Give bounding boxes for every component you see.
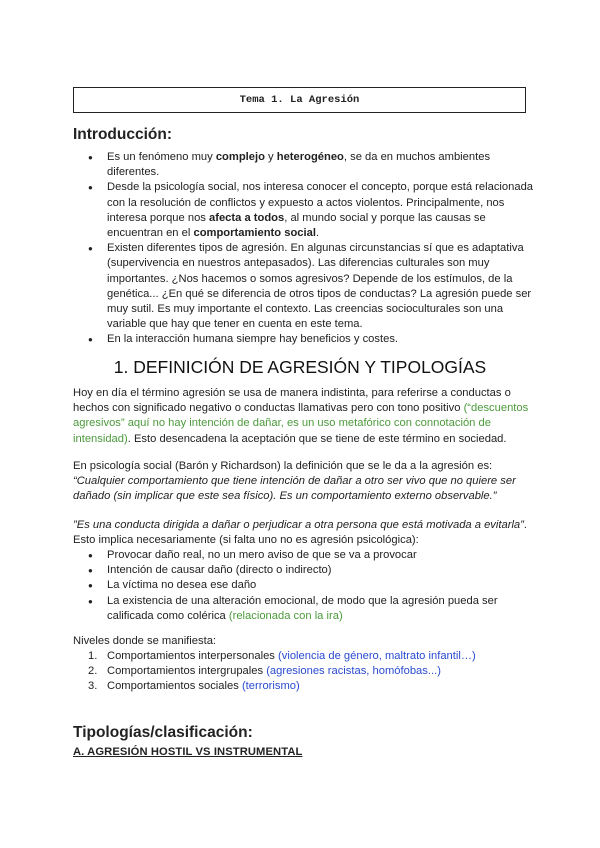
intro-bullet-list — [73, 150, 533, 348]
section-heading: 1. DEFINICIÓN DE AGRESIÓN Y TIPOLOGÍAS — [113, 357, 487, 377]
tipologias-subheading: A. AGRESIÓN HOSTIL VS INSTRUMENTAL — [73, 746, 303, 758]
list-item: ● La existencia de una alteración emocional, de modo que la agresión pueda ser calificada como colérica (relacionada con la ira) — [73, 594, 533, 624]
baron-definition-paragraph: En psicología social (Barón y Richardson) la definición que se le da a la agresión es: “Cualquier comportamiento que tiene intención de dañar a otro ser vivo que no quiere ser dañado (sin implicar que este sea físico). Es un comportamiento externo observable.” — [73, 460, 516, 503]
list-item: ● Provocar daño real, no un mero aviso de que se va a provocar — [73, 548, 533, 563]
list-item: ● Desde la psicología social, nos interesa conocer el concepto, porque está relacionada con la resolución de conflictos y expuesto a actos violentos. Principalmente, nos interesa porque nos afecta a todos, al mundo social y porque las causas se encuentran en el comportamiento social. — [73, 180, 533, 241]
list-item: ● Es un fenómeno muy complejo y heterogéneo, se da en muchos ambientes diferentes. — [73, 150, 533, 180]
levels-intro: Niveles donde se manifiesta: — [73, 635, 217, 647]
levels-list — [73, 649, 533, 695]
document-title: Tema 1. La Agresión — [239, 94, 360, 106]
second-definition-paragraph: ”Es una conducta dirigida a dañar o perjudicar a otra persona que está motivada a evitarla”. Esto implica necesariamente (si falta uno no es agresión psicológica): — [73, 519, 527, 547]
list-item: 3. Comportamientos sociales (terrorismo) — [88, 680, 300, 693]
list-item: ● La víctima no desea ese daño — [73, 578, 533, 593]
tipologias-heading: Tipologías/clasificación: — [73, 724, 253, 741]
list-item: ● En la interacción humana siempre hay beneficios y costes. — [73, 332, 533, 347]
list-item: 1. Comportamientos interpersonales (violencia de género, maltrato infantil…) — [88, 650, 476, 662]
list-item: 2. Comportamientos intergrupales (agresiones racistas, homófobas...) — [88, 665, 441, 678]
list-item: ● Existen diferentes tipos de agresión. En algunas circunstancias sí que es adaptativa (supervivencia en nuestros antepasados). Las diferencias culturales son muy importantes. ¿Nos hacemos o somos agresivos? Depende de los estímulos, de la genética... ¿En qué se diferencia de otros tipos de conductas? La agresión puede ser muy sutil. Es muy importante el contexto. Las creencias socioculturales son una variable que hay que tener en cuenta en este tema. — [73, 241, 533, 332]
implications-list — [73, 548, 533, 624]
list-item: ● Intención de causar daño (directo o indirecto) — [73, 563, 533, 578]
definition-paragraph: Hoy en día el término agresión se usa de manera indistinta, para referirse a conductas o hechos con significado negativo o conductas llamativas pero con tono positivo (“descuentos agresivos” aquí no hay intención de dañar, es un uso metafórico con connotación de intensidad). Esto desencadena la aceptación que se tiene de este término en sociedad. — [73, 387, 529, 445]
document-title-box — [73, 87, 526, 113]
intro-heading: Introducción: — [73, 126, 173, 143]
